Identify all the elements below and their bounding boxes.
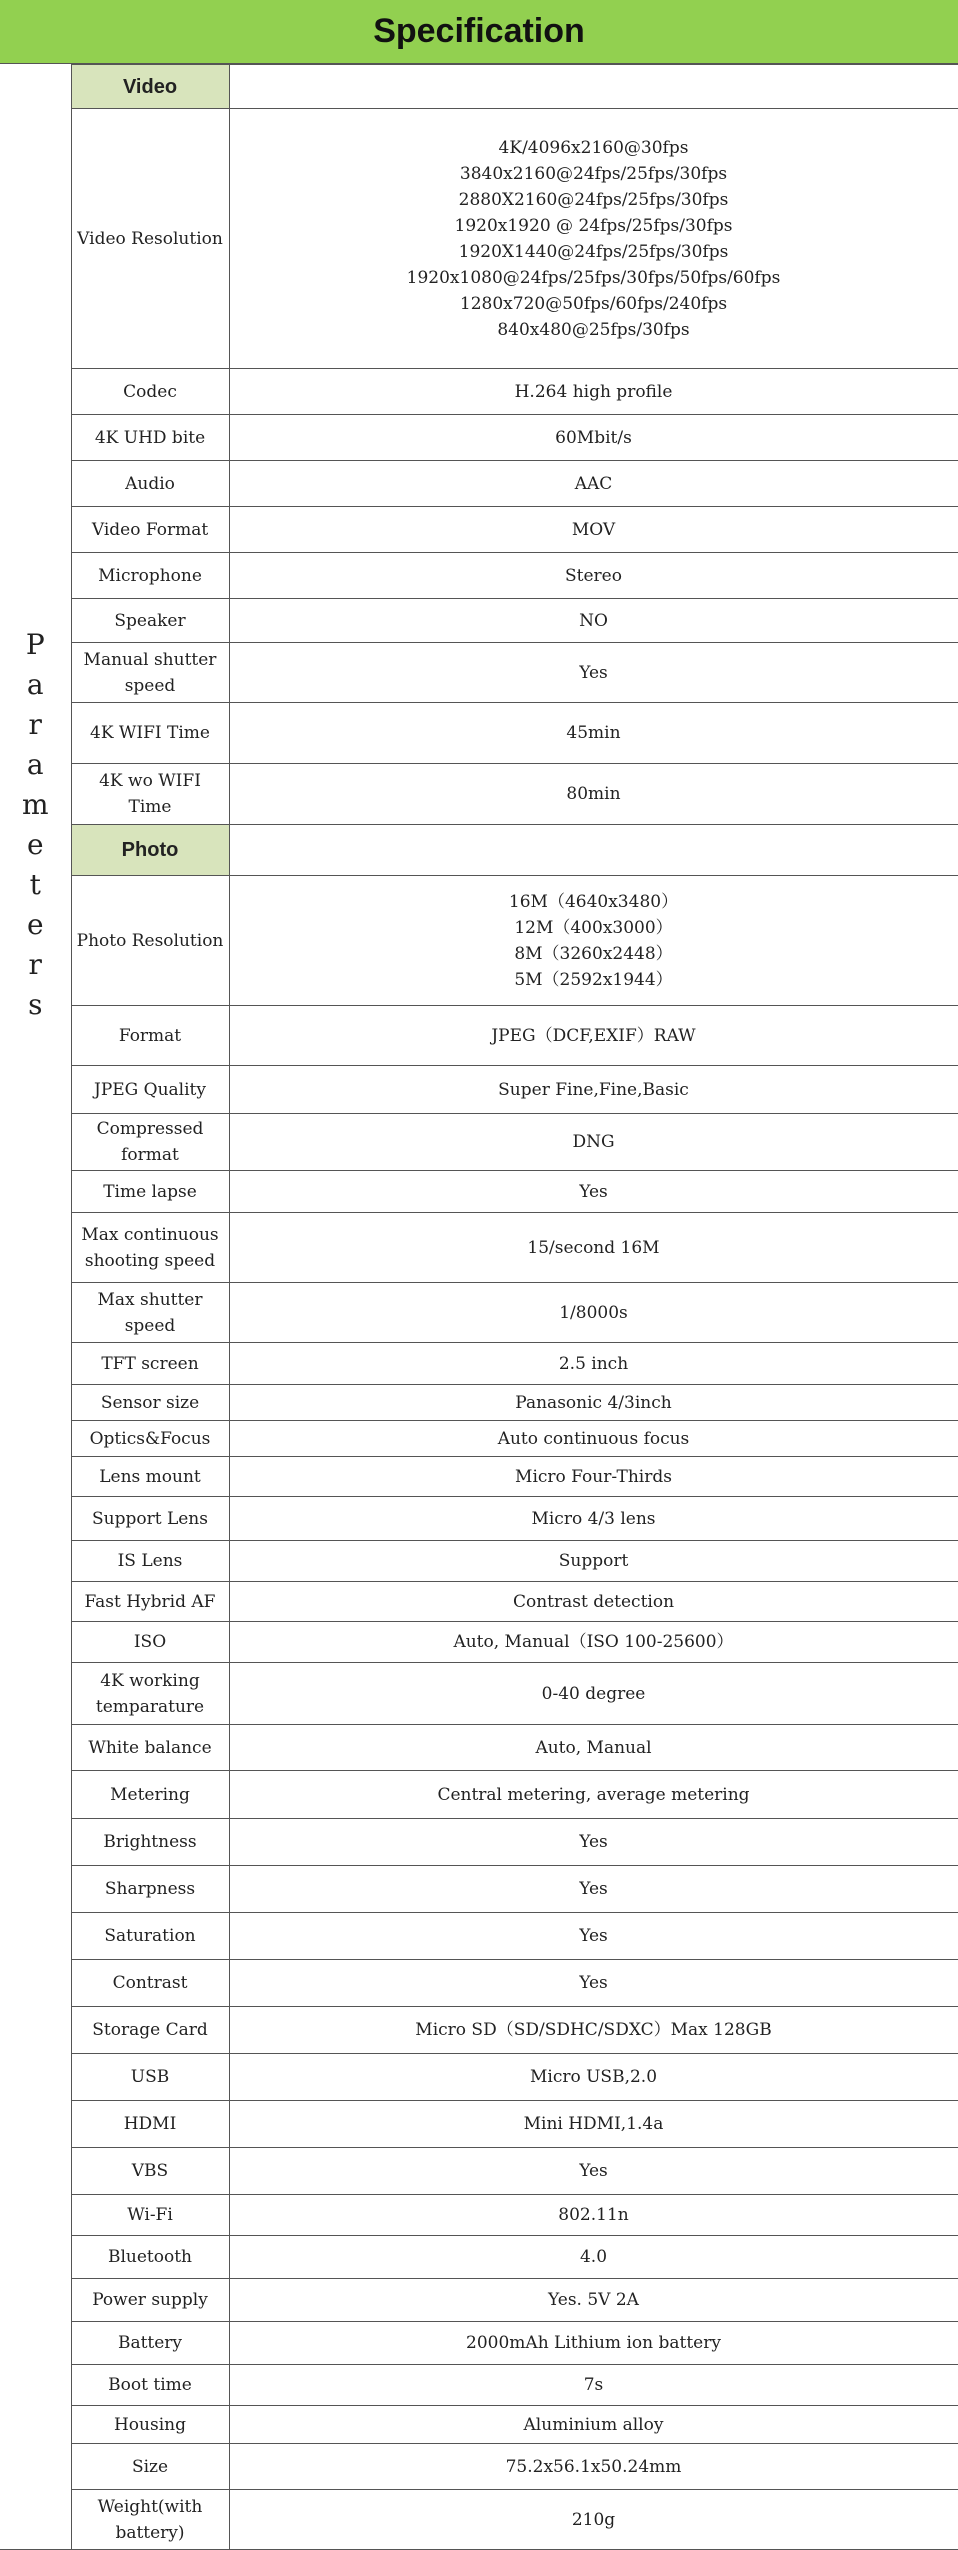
table-row [0, 1457, 958, 1497]
table-row [0, 703, 958, 764]
table-row [0, 1006, 958, 1066]
table-row [0, 1913, 958, 1960]
spec-label-video-resolution: Video Resolution [71, 109, 229, 369]
spec-label-4k-working-temparature: 4K working temparature [71, 1663, 229, 1725]
spec-value-speaker [229, 599, 958, 643]
spec-label-tft-screen: TFT screen [71, 1343, 229, 1385]
value-line: 1920x1920 @ 24fps/25fps/30fps [454, 215, 733, 236]
spec-label-jpeg-quality: JPEG Quality [71, 1066, 229, 1114]
value-line: Contrast detection [512, 1591, 675, 1612]
table-row [0, 2444, 958, 2490]
value-line: Yes [579, 1832, 608, 1852]
value-line: MOV [571, 519, 616, 540]
spec-label-battery: Battery [71, 2322, 229, 2365]
table-row [0, 1541, 958, 1582]
table-row [0, 1582, 958, 1622]
spec-value-audio [229, 461, 958, 507]
value-line: Stereo [565, 565, 622, 586]
spec-value-manual-shutter-speed [229, 643, 958, 703]
spec-value-size [229, 2444, 958, 2490]
spec-label-speaker: Speaker [71, 599, 229, 643]
spec-header [0, 0, 958, 64]
table-row [0, 1866, 958, 1913]
spec-value-compressed-format [229, 1114, 958, 1171]
spec-label-vbs: VBS [71, 2148, 229, 2195]
spec-label-hdmi: HDMI [71, 2101, 229, 2148]
value-line: 4.0 [579, 2247, 608, 2267]
spec-value-format [229, 1006, 958, 1066]
spec-value-storage-card [229, 2007, 958, 2054]
value-line: 0-40 degree [541, 1683, 646, 1704]
spec-value-4k-working-temparature [229, 1663, 958, 1725]
spec-value-time-lapse [229, 1171, 958, 1213]
value-line: 4K/4096x2160@30fps [498, 137, 689, 158]
spec-value-power-supply [229, 2279, 958, 2322]
table-row [0, 2406, 958, 2444]
value-line: Aluminium alloy [523, 2414, 664, 2435]
spec-value-video-format [229, 507, 958, 553]
spec-value-is-lens [229, 1541, 958, 1582]
spec-value-max-shutter-speed [229, 1283, 958, 1343]
spec-label-audio: Audio [71, 461, 229, 507]
spec-value-battery [229, 2322, 958, 2365]
spec-label-format: Format [71, 1006, 229, 1066]
spec-table [0, 64, 958, 2550]
spec-label-is-lens: IS Lens [71, 1541, 229, 1582]
spec-label-optics-focus: Optics&Focus [71, 1421, 229, 1457]
table-row [0, 1497, 958, 1541]
table-row [0, 1385, 958, 1421]
section-blank-cell [229, 65, 958, 109]
section-blank-cell [229, 825, 958, 876]
table-row [0, 2007, 958, 2054]
section-row-video [0, 65, 958, 109]
table-row [0, 2279, 958, 2322]
value-line: Support [558, 1551, 629, 1571]
spec-value-housing [229, 2406, 958, 2444]
spec-value-optics-focus [229, 1421, 958, 1457]
table-row [0, 2148, 958, 2195]
value-line: H.264 high profile [514, 381, 673, 402]
spec-label-brightness: Brightness [71, 1819, 229, 1866]
value-line: 5M（2592x1944） [514, 969, 673, 990]
value-line: AAC [574, 473, 613, 494]
table-row [0, 1725, 958, 1771]
spec-label-storage-card: Storage Card [71, 2007, 229, 2054]
value-line: 2000mAh Lithium ion battery [466, 2333, 721, 2353]
spec-label-wi-fi: Wi-Fi [71, 2195, 229, 2236]
value-line: 1280x720@50fps/60fps/240fps [459, 293, 728, 314]
value-line: Central metering, average metering [437, 1784, 750, 1805]
table-row [0, 1663, 958, 1725]
value-line: 802.11n [558, 2205, 629, 2225]
table-row [0, 1066, 958, 1114]
value-line: 2.5 inch [558, 1353, 629, 1374]
value-line: 75.2x56.1x50.24mm [505, 2456, 682, 2477]
value-line: Yes. 5V 2A [548, 2290, 639, 2310]
spec-label-codec: Codec [71, 369, 229, 415]
spec-label-photo-resolution: Photo Resolution [71, 876, 229, 1006]
value-line: Yes [579, 1926, 608, 1946]
value-line: Yes [579, 1879, 608, 1899]
spec-label-support-lens: Support Lens [71, 1497, 229, 1541]
value-line: Super Fine,Fine,Basic [498, 1079, 689, 1100]
value-line: 60Mbit/s [555, 427, 632, 448]
value-line: Micro SD（SD/SDHC/SDXC）Max 128GB [415, 2020, 772, 2040]
table-row [0, 643, 958, 703]
spec-value-metering [229, 1771, 958, 1819]
table-row [0, 2101, 958, 2148]
spec-label-contrast: Contrast [71, 1960, 229, 2007]
spec-label-sharpness: Sharpness [71, 1866, 229, 1913]
spec-value-sharpness [229, 1866, 958, 1913]
table-row [0, 1213, 958, 1283]
table-row [0, 461, 958, 507]
spec-value-sensor-size [229, 1385, 958, 1421]
spec-label-lens-mount: Lens mount [71, 1457, 229, 1497]
spec-label-max-continuous-shooting-speed: Max continuous shooting speed [71, 1213, 229, 1283]
spec-value-codec [229, 369, 958, 415]
spec-value-fast-hybrid-af [229, 1582, 958, 1622]
spec-value-4k-wo-wifi-time [229, 764, 958, 825]
value-line: NO [579, 610, 608, 631]
table-row [0, 1114, 958, 1171]
value-line: 1920X1440@24fps/25fps/30fps [458, 241, 729, 262]
spec-value-brightness [229, 1819, 958, 1866]
spec-label-weight-with-battery: Weight(with battery) [71, 2490, 229, 2550]
table-row [0, 369, 958, 415]
spec-value-tft-screen [229, 1343, 958, 1385]
value-line: Auto continuous focus [497, 1428, 690, 1449]
spec-label-4k-wifi-time: 4K WIFI Time [71, 703, 229, 764]
value-line: 7s [583, 2375, 604, 2395]
spec-value-bluetooth [229, 2236, 958, 2279]
spec-label-4k-uhd-bite: 4K UHD bite [71, 415, 229, 461]
table-row [0, 1171, 958, 1213]
spec-label-power-supply: Power supply [71, 2279, 229, 2322]
value-line: Auto, Manual [535, 1737, 652, 1758]
spec-label-white-balance: White balance [71, 1725, 229, 1771]
table-row [0, 2054, 958, 2101]
spec-label-manual-shutter-speed: Manual shutter speed [71, 643, 229, 703]
spec-label-housing: Housing [71, 2406, 229, 2444]
value-line: Micro Four-Thirds [515, 1466, 672, 1487]
value-line: Panasonic 4/3inch [515, 1392, 672, 1413]
spec-value-photo-resolution [229, 876, 958, 1006]
value-line: 1920x1080@24fps/25fps/30fps/50fps/60fps [406, 267, 781, 288]
value-line: Micro 4/3 lens [531, 1508, 656, 1529]
table-row [0, 2490, 958, 2550]
table-row [0, 553, 958, 599]
value-line: Yes [579, 2161, 608, 2181]
table-row [0, 876, 958, 1006]
table-row [0, 1421, 958, 1457]
spec-value-saturation [229, 1913, 958, 1960]
spec-value-vbs [229, 2148, 958, 2195]
spec-value-support-lens [229, 1497, 958, 1541]
value-line: Yes [579, 1181, 608, 1202]
section-title-photo: Photo [71, 825, 229, 876]
value-line: Yes [579, 662, 608, 683]
table-row [0, 1771, 958, 1819]
spec-value-lens-mount [229, 1457, 958, 1497]
spec-value-weight-with-battery [229, 2490, 958, 2550]
spec-value-jpeg-quality [229, 1066, 958, 1114]
value-line: 80min [566, 784, 621, 804]
spec-value-video-resolution [229, 109, 958, 369]
spec-label-boot-time: Boot time [71, 2365, 229, 2406]
value-line: Mini HDMI,1.4a [523, 2114, 664, 2134]
spec-label-metering: Metering [71, 1771, 229, 1819]
table-row [0, 1819, 958, 1866]
spec-label-microphone: Microphone [71, 553, 229, 599]
table-row [0, 1622, 958, 1663]
spec-label-iso: ISO [71, 1622, 229, 1663]
value-line: DNG [572, 1132, 615, 1152]
spec-label-size: Size [71, 2444, 229, 2490]
value-line: 2880X2160@24fps/25fps/30fps [458, 189, 729, 210]
spec-value-4k-uhd-bite [229, 415, 958, 461]
spec-label-video-format: Video Format [71, 507, 229, 553]
spec-label-sensor-size: Sensor size [71, 1385, 229, 1421]
table-row [0, 109, 958, 369]
spec-value-microphone [229, 553, 958, 599]
spec-label-time-lapse: Time lapse [71, 1171, 229, 1213]
spec-label-saturation: Saturation [71, 1913, 229, 1960]
value-line: 3840x2160@24fps/25fps/30fps [459, 163, 728, 184]
table-row [0, 2236, 958, 2279]
spec-value-contrast [229, 1960, 958, 2007]
value-line: 12M（400x3000） [514, 917, 673, 938]
table-row [0, 1960, 958, 2007]
spec-value-white-balance [229, 1725, 958, 1771]
side-label [0, 65, 71, 2550]
spec-value-max-continuous-shooting-speed [229, 1213, 958, 1283]
parameters-label: P a r a m e t e r s [21, 627, 49, 1021]
value-line: 16M（4640x3480） [508, 891, 679, 912]
table-row [0, 599, 958, 643]
value-line: 210g [571, 2509, 616, 2530]
spec-label-fast-hybrid-af: Fast Hybrid AF [71, 1582, 229, 1622]
spec-label-usb: USB [71, 2054, 229, 2101]
spec-value-4k-wifi-time [229, 703, 958, 764]
section-row-photo [0, 825, 958, 876]
table-row [0, 415, 958, 461]
value-line: 1/8000s [559, 1302, 628, 1323]
spec-value-hdmi [229, 2101, 958, 2148]
table-row [0, 1343, 958, 1385]
spec-value-usb [229, 2054, 958, 2101]
table-row [0, 1283, 958, 1343]
table-row [0, 764, 958, 825]
table-row [0, 2195, 958, 2236]
page-title: Specification [373, 12, 585, 50]
value-line: 15/second 16M [527, 1237, 660, 1258]
spec-value-boot-time [229, 2365, 958, 2406]
spec-label-compressed-format: Compressed format [71, 1114, 229, 1171]
spec-label-bluetooth: Bluetooth [71, 2236, 229, 2279]
value-line: 45min [566, 723, 621, 743]
spec-value-iso [229, 1622, 958, 1663]
section-title-video: Video [71, 65, 229, 109]
table-row [0, 2365, 958, 2406]
value-line: Micro USB,2.0 [529, 2067, 658, 2087]
spec-label-max-shutter-speed: Max shutter speed [71, 1283, 229, 1343]
spec-value-wi-fi [229, 2195, 958, 2236]
value-line: 8M（3260x2448） [514, 943, 673, 964]
value-line: Auto, Manual（ISO 100-25600） [453, 1632, 734, 1652]
table-row [0, 2322, 958, 2365]
spec-label-4k-wo-wifi-time: 4K wo WIFI Time [71, 764, 229, 825]
table-row [0, 507, 958, 553]
value-line: Yes [579, 1973, 608, 1993]
value-line: JPEG（DCF,EXIF）RAW [491, 1025, 696, 1046]
value-line: 840x480@25fps/30fps [497, 319, 690, 340]
